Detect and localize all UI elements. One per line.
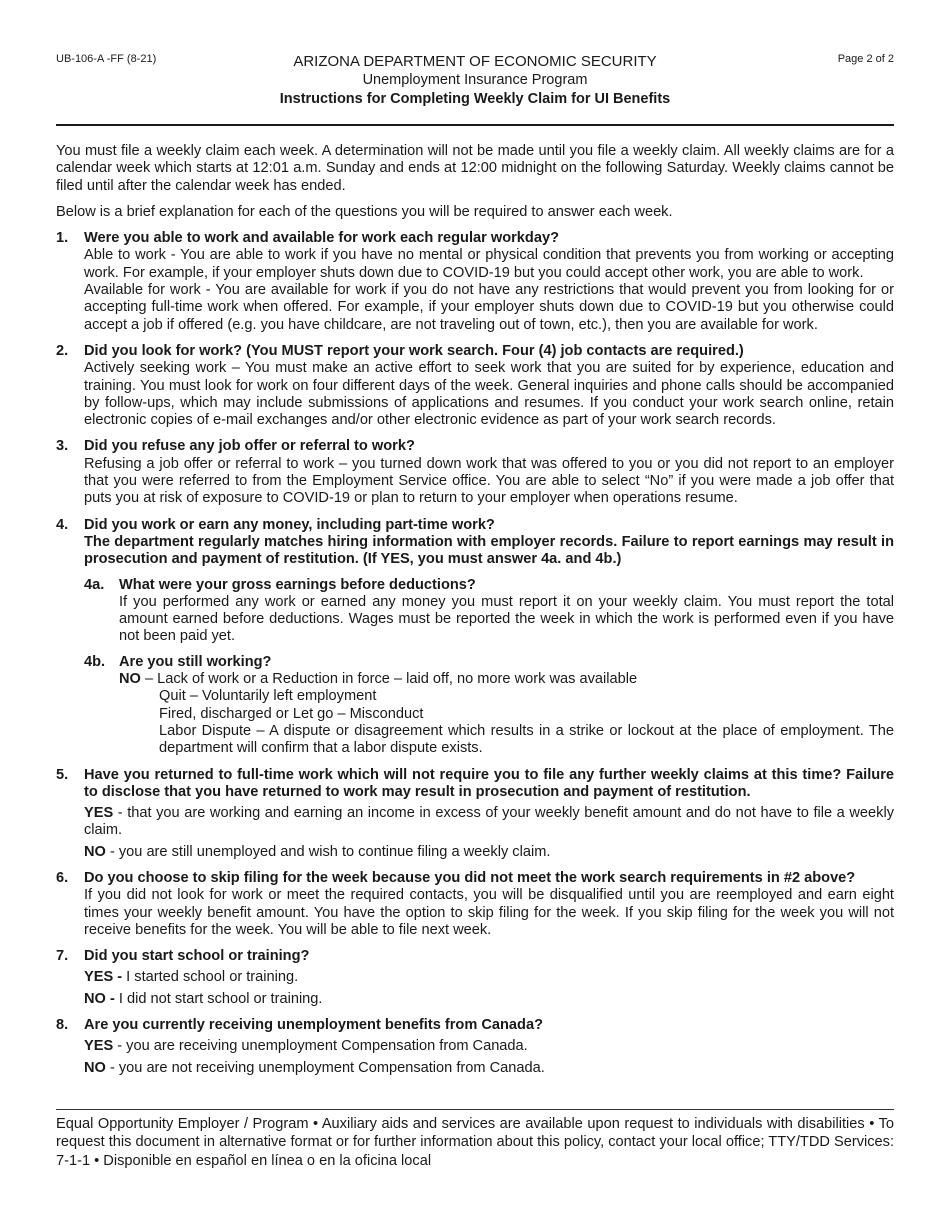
question-5 xyxy=(56,767,894,861)
question-number: 1. xyxy=(56,230,69,247)
document-title: Instructions for Completing Weekly Claim for UI Benefits xyxy=(279,91,671,107)
question-number: 6. xyxy=(56,869,69,886)
answer-text: I started school or training. xyxy=(122,969,299,986)
answer-text: Able to work - You are able to work if you have no mental or physical condition that prevents you from working or accepting work. For example, if your employer shuts down due to COVID-19 but you could accept other work, you are able to work. xyxy=(84,247,894,281)
document-header xyxy=(0,52,950,109)
answer-text: If you performed any work or earned any money you must report it on your weekly claim. You must report the total amount earned before deductions. Wages must be reported the week in which the work is performed even if you have not been paid yet. xyxy=(119,593,894,645)
answer-no xyxy=(84,844,894,861)
answer-text: – Lack of work or a Reduction in force – laid off, no more work was available xyxy=(140,671,638,688)
answer-text: I did not start school or training. xyxy=(114,990,323,1007)
answer-option: Quit – Voluntarily left employment xyxy=(159,688,377,705)
program-name: Unemployment Insurance Program xyxy=(362,72,588,88)
answer-text: Refusing a job offer or referral to work – you turned down work that was offered to you or you did not report to an employer that you were referred to from the Employment Service office. You are able to select “No” if you were made a job offer that puts you at risk of exposure to COVID-19 or plan to return to your employer when operations resume. xyxy=(84,455,894,507)
question-text: Did you look for work? (You MUST report your work search. Four (4) job contacts are required.) xyxy=(84,342,744,359)
header-divider xyxy=(56,124,894,126)
answer-label: NO - xyxy=(84,990,115,1007)
document-body xyxy=(56,143,894,1077)
footer-text: Equal Opportunity Employer / Program • Auxiliary aids and services are available upon request to individuals with disabilities • To request this document in alternative format or for further information about this policy, contact your local office; TTY/TDD Services: 7-1-1 • Disponible en español en línea o en la oficina local xyxy=(56,1116,894,1169)
answer-option: Fired, discharged or Let go – Misconduct xyxy=(159,705,424,722)
page-number: Page 2 of 2 xyxy=(837,53,894,65)
question-4 xyxy=(56,517,894,758)
question-number: 8. xyxy=(56,1017,69,1034)
question-1 xyxy=(56,230,894,334)
answer-no xyxy=(119,671,894,688)
question-text: Did you work or earn any money, including part-time work? xyxy=(84,516,495,533)
question-4b xyxy=(84,654,894,758)
answer-label: YES - xyxy=(84,969,123,986)
question-4a xyxy=(84,577,894,646)
answer-no xyxy=(84,1060,894,1077)
answer-yes xyxy=(84,1038,894,1055)
answer-yes xyxy=(84,969,894,986)
question-number: 3. xyxy=(56,438,69,455)
question-text: Did you start school or training? xyxy=(84,948,310,965)
question-text: Were you able to work and available for work each regular workday? xyxy=(84,230,559,247)
question-7 xyxy=(56,948,894,1008)
answer-text: - you are receiving unemployment Compensation from Canada. xyxy=(113,1038,528,1055)
question-number: 5. xyxy=(56,766,69,783)
answer-option: Labor Dispute – A dispute or disagreement which results in a strike or lockout at the place of employment. The department will confirm that a labor dispute exists. xyxy=(159,722,894,757)
question-number: 4. xyxy=(56,516,69,533)
intro-note: Below is a brief explanation for each of the questions you will be required to answer each week. xyxy=(56,203,673,220)
agency-name: ARIZONA DEPARTMENT OF ECONOMIC SECURITY xyxy=(293,53,657,70)
question-text: Did you refuse any job offer or referral to work? xyxy=(84,438,415,455)
question-text: What were your gross earnings before deductions? xyxy=(119,576,476,593)
answer-no xyxy=(84,991,894,1008)
form-id: UB-106-A -FF (8-21) xyxy=(56,53,157,65)
question-2 xyxy=(56,343,894,429)
answer-label: NO xyxy=(84,843,106,860)
question-number: 7. xyxy=(56,948,69,965)
answer-label: YES xyxy=(84,1038,114,1055)
answer-text: If you did not look for work or meet the required contacts, you will be disqualified until you are reemployed and earn eight times your weekly benefit amount. You have the option to skip filing for the week. If you skip filing for the week you will not receive benefits for the week. You will be able to file next week. xyxy=(84,887,894,938)
question-text: Are you currently receiving unemployment benefits from Canada? xyxy=(84,1017,543,1034)
answer-yes xyxy=(84,805,894,840)
question-number: 4b. xyxy=(84,653,106,670)
footer-divider xyxy=(56,1109,894,1110)
intro-paragraph: You must file a weekly claim each week. A determination will not be made until you file a weekly claim. All weekly claims are for a calendar week which starts at 12:01 a.m. Sunday and ends at 12:00 midnight on the following Saturday. Weekly claims cannot be filed until after the calendar week has ended. xyxy=(56,143,894,194)
question-text: Do you choose to skip filing for the week because you did not meet the work search requirements in #2 above? xyxy=(84,869,856,886)
answer-text: Available for work - You are available for work if you do not have any restrictions that would prevent you from looking for or accepting full-time work when offered. For example, if your employer shuts down due to COVID-19 but you otherwise could accept a job if offered (e.g. you have childcare, are not traveling out of town, etc.), then you are available for work. xyxy=(84,282,894,333)
answer-label: NO xyxy=(119,671,141,688)
question-notice: The department regularly matches hiring information with employer records. Failure to report earnings may result in prosecution and payment of restitution. (If YES, you must answer 4a. and 4b.) xyxy=(84,533,894,568)
answer-text: - you are not receiving unemployment Compensation from Canada. xyxy=(105,1059,545,1076)
question-number: 2. xyxy=(56,342,69,359)
answer-label: NO xyxy=(84,1059,106,1076)
question-8 xyxy=(56,1017,894,1077)
question-text: Have you returned to full-time work which will not require you to file any further weekly claims at this time? Failure to disclose that you have returned to work may result in prosecution and payment of restitution. xyxy=(84,766,894,800)
answer-text: - that you are working and earning an income in excess of your weekly benefit amount and do not have to file a weekly claim. xyxy=(84,805,894,839)
question-3 xyxy=(56,438,894,507)
answer-text: - you are still unemployed and wish to continue filing a weekly claim. xyxy=(105,843,551,860)
question-text: Are you still working? xyxy=(119,653,272,670)
question-6 xyxy=(56,870,894,939)
question-number: 4a. xyxy=(84,576,105,593)
answer-label: YES xyxy=(84,805,114,822)
answer-text: Actively seeking work – You must make an active effort to seek work that you are suited for by experience, education and training. You must look for work on four different days of the week. General inquiries and phone calls should be accompanied by follow-ups, which may include submissions of applications and resumes. If you conduct your work search online, retain electronic copies of e-mail exchanges and/or other electronic evidence as part of your work search records. xyxy=(84,360,894,429)
